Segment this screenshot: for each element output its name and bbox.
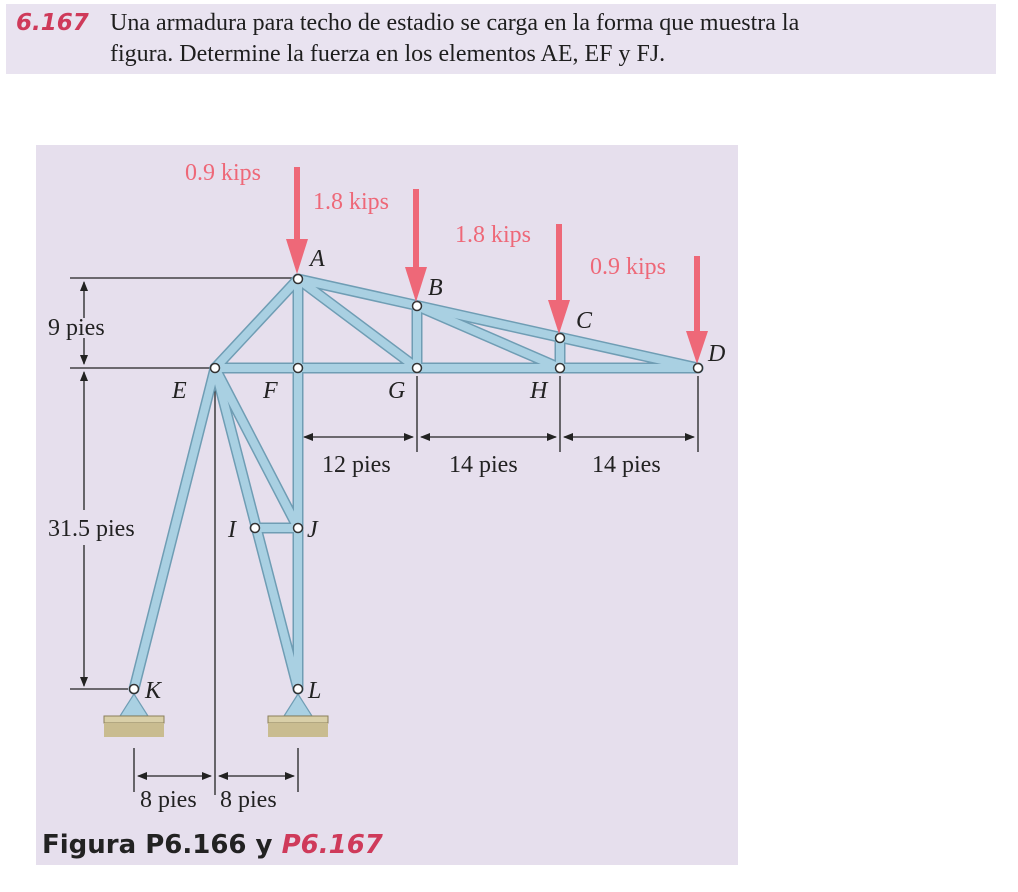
figure-caption <box>42 830 383 860</box>
dim-label-ke: 8 pies <box>140 787 197 813</box>
node-label-g: G <box>388 378 406 404</box>
problem-text-line-2: figura. Determine la fuerza en los elementos AE, EF y FJ. <box>110 41 666 67</box>
dim-label-31-5-pies: 31.5 pies <box>48 516 135 542</box>
node-label-c: C <box>576 308 593 334</box>
node-label-k: K <box>145 678 162 704</box>
problem-text-line-1: Una armadura para techo de estadio se carga en la forma que muestra la <box>110 10 800 36</box>
problem-number: 6.167 <box>16 10 89 36</box>
caption-suffix: P6.167 <box>281 830 383 860</box>
dim-label-fg: 12 pies <box>322 452 391 478</box>
node-label-a: A <box>310 246 325 272</box>
node-label-j: J <box>307 517 318 543</box>
load-label-b: 1.8 kips <box>313 189 390 215</box>
dim-label-9-pies: 9 pies <box>48 315 105 341</box>
node-label-l: L <box>308 678 322 704</box>
node-label-f: F <box>263 378 278 404</box>
node-label-e: E <box>172 378 187 404</box>
dim-label-gh: 14 pies <box>449 452 518 478</box>
node-label-d: D <box>708 341 726 367</box>
load-labels <box>185 160 666 280</box>
load-label-d: 0.9 kips <box>590 254 667 280</box>
members-fill <box>134 279 698 689</box>
node-label-h: H <box>530 378 548 404</box>
node-label-i: I <box>228 517 236 543</box>
load-label-a: 0.9 kips <box>185 160 262 186</box>
node-label-b: B <box>428 275 443 301</box>
dimension-labels <box>48 315 661 813</box>
dim-label-el: 8 pies <box>220 787 277 813</box>
dim-label-hd: 14 pies <box>592 452 661 478</box>
caption-prefix: Figura P6.166 y <box>42 830 273 860</box>
load-label-c: 1.8 kips <box>455 222 532 248</box>
